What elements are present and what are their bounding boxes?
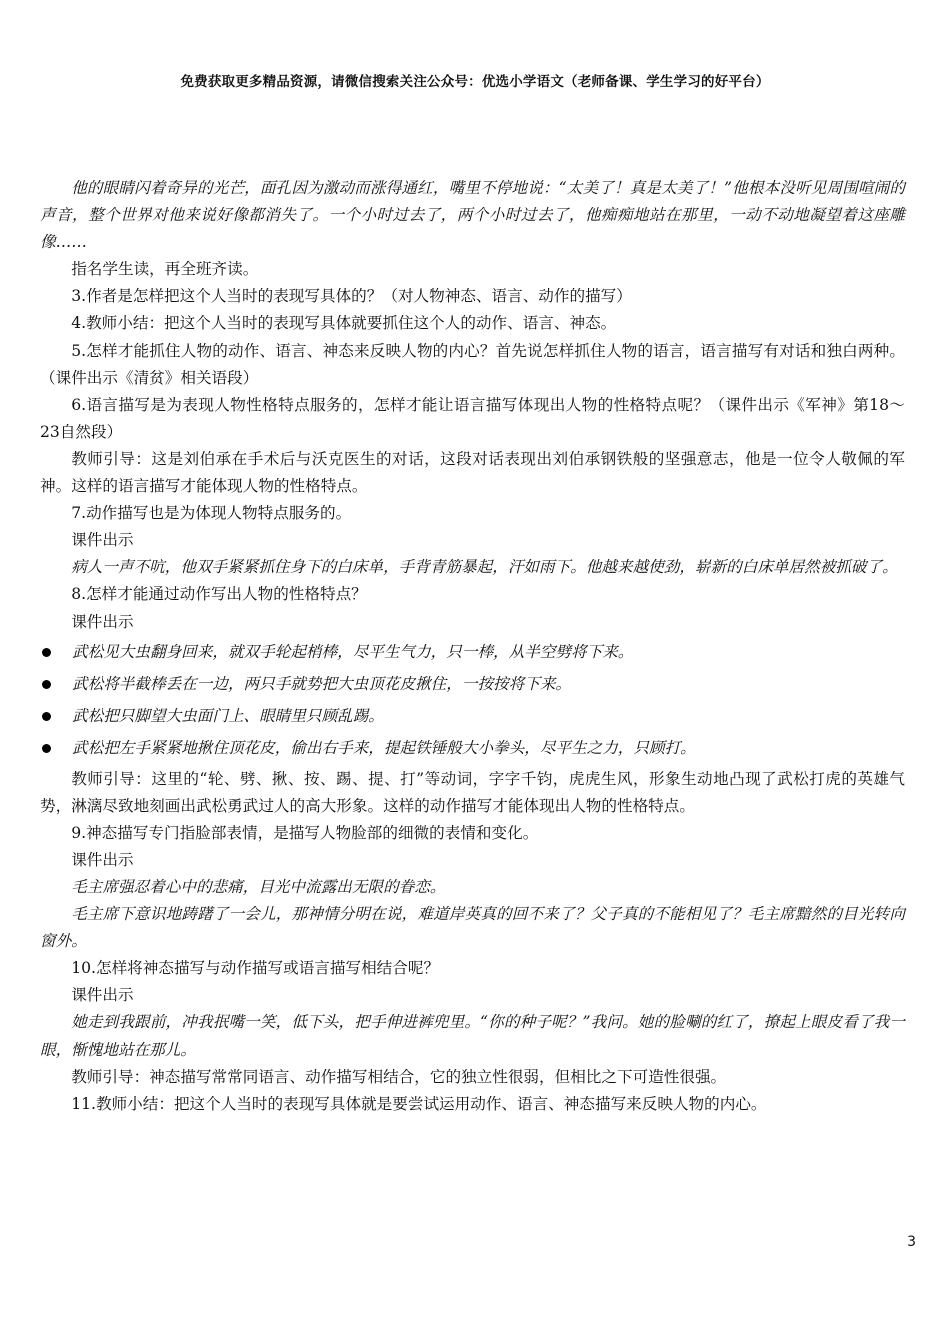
quoted-passage: 病人一声不吭，他双手紧紧抓住身下的白床单，手背青筋暴起，汗如雨下。他越来越使劲，崭新的白床单居然被抓破了。 [71, 558, 898, 577]
paragraph: 课件出示 [71, 612, 134, 631]
paragraph: 10.怎样将神态描写与动作描写或语言描写相结合呢？ [71, 959, 440, 978]
quoted-passage: 他的眼睛闪着奇异的光芒，面孔因为激动而涨得通红，嘴里不停地说：“太美了！真是太美了！”他根本没听见周围喧闹的声音，整个世界对他来说好像都消失了。一个小时过去了，两个小时过去了，他痴痴地站在那里，一动不动地凝望着这座雕像…… [40, 179, 905, 252]
list-item-text: 武松见大虫翻身回来，就双手轮起梢棒，尽平生气力，只一棒，从半空劈将下来。 [72, 642, 634, 661]
bullet-icon [42, 712, 51, 721]
paragraph: 11.教师小结：把这个人当时的表现写具体就是要尝试运用动作、语言、神态描写来反映人物的内心。 [71, 1094, 767, 1113]
paragraph: 5.怎样才能抓住人物的动作、语言、神态来反映人物的内心？首先说怎样抓住人物的语言，语言描写有对话和独白两种。（课件出示《清贫》相关语段） [40, 341, 905, 387]
page-number: 3 [907, 1234, 916, 1250]
list-item-text: 武松把左手紧紧地揪住顶花皮，偷出右手来，提起铁锤般大小拳头，尽平生之力，只顾打。 [72, 738, 696, 757]
list-item [40, 670, 905, 699]
paragraph: 4.教师小结：把这个人当时的表现写具体就要抓住这个人的动作、语言、神态。 [71, 314, 617, 333]
paragraph: 教师引导：神态描写常常同语言、动作描写相结合，它的独立性很弱，但相比之下可造性很强。 [71, 1067, 727, 1086]
paragraph: 6.语言描写是为表现人物性格特点服务的，怎样才能让语言描写体现出人物的性格特点呢？（课件出示《军神》第18～23自然段） [40, 395, 905, 441]
paragraph: 8.怎样才能通过动作写出人物的性格特点？ [71, 585, 367, 604]
paragraph: 教师引导：这里的“轮、劈、揪、按、踢、提、打”等动词，字字千钧，虎虎生风，形象生动地凸现了武松打虎的英雄气势，淋漓尽致地刻画出武松勇武过人的高大形象。这样的动作描写才能体现出人物的性格特点。 [40, 769, 905, 815]
paragraph: 课件出示 [71, 531, 134, 550]
paragraph: 课件出示 [71, 850, 134, 869]
paragraph: 7.动作描写也是为体现人物特点服务的。 [71, 504, 352, 523]
list-item-text: 武松把只脚望大虫面门上、眼睛里只顾乱踢。 [72, 706, 384, 725]
list-item [40, 638, 905, 667]
bullet-list [40, 638, 905, 763]
list-item [40, 702, 905, 731]
paragraph: 教师引导：这是刘伯承在手术后与沃克医生的对话，这段对话表现出刘伯承钢铁般的坚强意志，他是一位令人敬佩的军神。这样的语言描写才能体现人物的性格特点。 [40, 449, 905, 496]
quoted-passage: 毛主席强忍着心中的悲痛，目光中流露出无限的眷恋。 [71, 877, 446, 896]
quoted-passage: 毛主席下意识地踌躇了一会儿，那神情分明在说，难道岸英真的回不来了？父子真的不能相见了？毛主席黯然的目光转向窗外。 [40, 905, 905, 951]
bullet-icon [42, 744, 51, 753]
quoted-passage: 她走到我跟前，冲我抿嘴一笑，低下头，把手伸进裤兜里。“你的种子呢？”我问。她的脸唰的红了，撩起上眼皮看了我一眼，惭愧地站在那儿。 [40, 1013, 905, 1059]
paragraph: 3.作者是怎样把这个人当时的表现写具体的？（对人物神态、语言、动作的描写） [71, 287, 632, 306]
page-header-banner: 免费获取更多精品资源，请微信搜索关注公众号：优选小学语文（老师备课、学生学习的好平台） [180, 74, 770, 90]
list-item-text: 武松将半截棒丢在一边，两只手就势把大虫顶花皮揪住，一按按将下来。 [72, 674, 571, 693]
document-body [40, 175, 905, 1118]
paragraph: 指名学生读，再全班齐读。 [71, 260, 259, 279]
paragraph: 课件出示 [71, 986, 134, 1005]
list-item [40, 734, 905, 763]
bullet-icon [42, 648, 51, 657]
bullet-icon [42, 680, 51, 689]
paragraph: 9.神态描写专门指脸部表情，是描写人物脸部的细微的表情和变化。 [71, 823, 539, 842]
